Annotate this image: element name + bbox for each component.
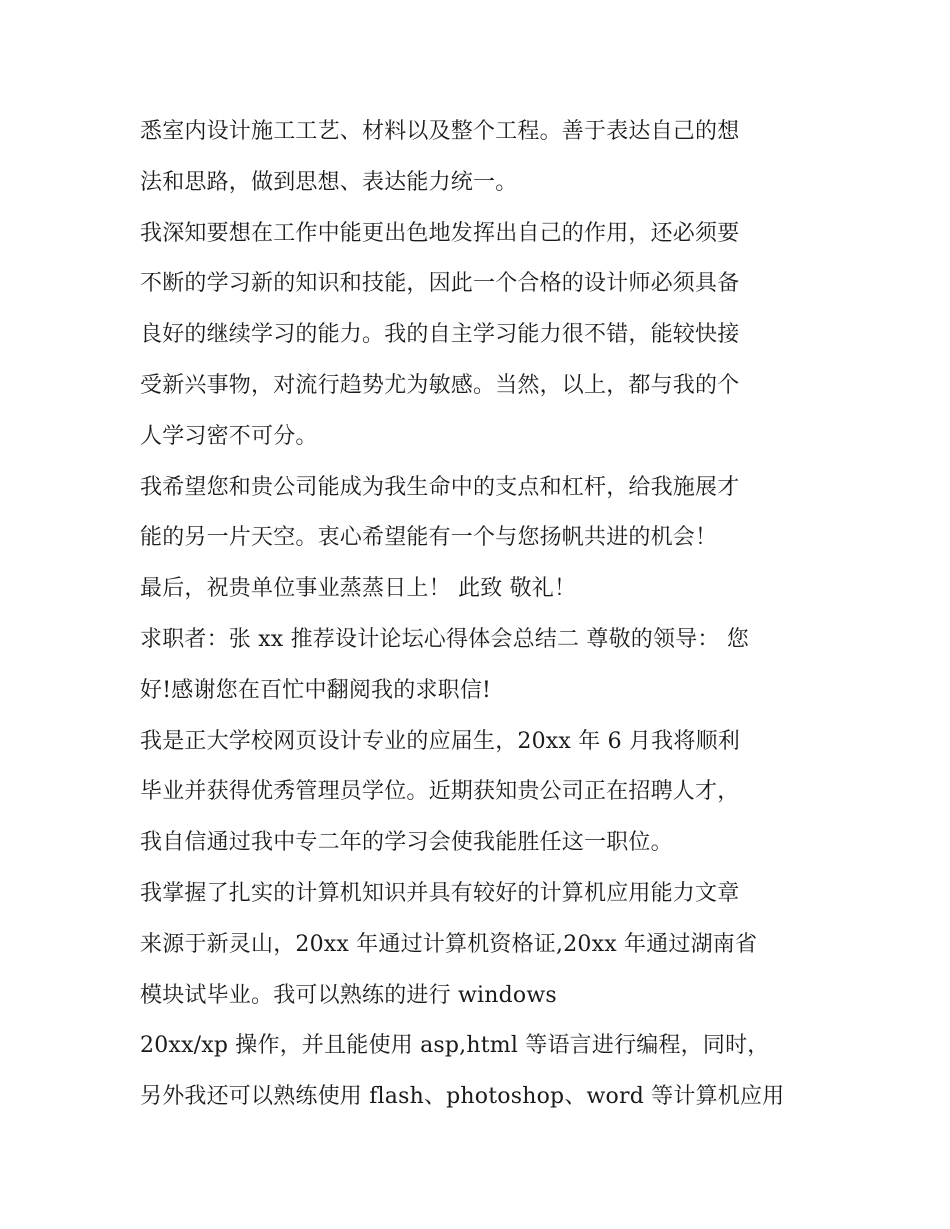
- text-line: 我希望您和贵公司能成为我生命中的支点和杠杆，给我施展才: [140, 474, 740, 500]
- text-line: 好!感谢您在百忙中翻阅我的求职信!: [140, 677, 492, 703]
- text-line: 良好的继续学习的能力。我的自主学习能力很不错，能较快接: [140, 322, 740, 348]
- text-line: 我掌握了扎实的计算机知识并具有较好的计算机应用能力文章: [140, 880, 740, 906]
- text-line: 20xx/xp 操作，并且能使用 asp,html 等语言进行编程，同时，: [140, 1033, 770, 1059]
- text-line: 模块试毕业。我可以熟练的进行 windows: [140, 982, 557, 1008]
- body-text: [140, 107, 820, 1123]
- text-line: 求职者：张 xx 推荐设计论坛心得体会总结二 尊敬的领导： 您: [140, 626, 749, 652]
- text-line: 悉室内设计施工工艺、材料以及整个工程。善于表达自己的想: [140, 119, 740, 144]
- text-line: 另外我还可以熟练使用 flash、photoshop、word 等计算机应用: [140, 1084, 785, 1110]
- text-line: 人学习密不可分。: [140, 423, 318, 449]
- text-line: 受新兴事物，对流行趋势尤为敏感。当然，以上，都与我的个: [140, 372, 740, 398]
- text-line: 来源于新灵山，20xx 年通过计算机资格证,20xx 年通过湖南省: [140, 931, 758, 957]
- text-line: 我深知要想在工作中能更出色地发挥出自己的作用，还必须要: [140, 220, 740, 246]
- text-line: 不断的学习新的知识和技能，因此一个合格的设计师必须具备: [140, 271, 740, 297]
- text-line: 法和思路，做到思想、表达能力统一。: [140, 169, 518, 195]
- text-line: 能的另一片天空。衷心希望能有一个与您扬帆共进的机会！: [140, 525, 718, 551]
- text-line: 最后，祝贵单位事业蒸蒸日上！ 此致 敬礼！: [140, 576, 577, 602]
- text-line: 毕业并获得优秀管理员学位。近期获知贵公司正在招聘人才，: [140, 779, 740, 805]
- text-line: 我自信通过我中专二年的学习会使我能胜任这一职位。: [140, 830, 673, 856]
- text-line: 我是正大学校网页设计专业的应届生，20xx 年 6 月我将顺利: [140, 728, 740, 754]
